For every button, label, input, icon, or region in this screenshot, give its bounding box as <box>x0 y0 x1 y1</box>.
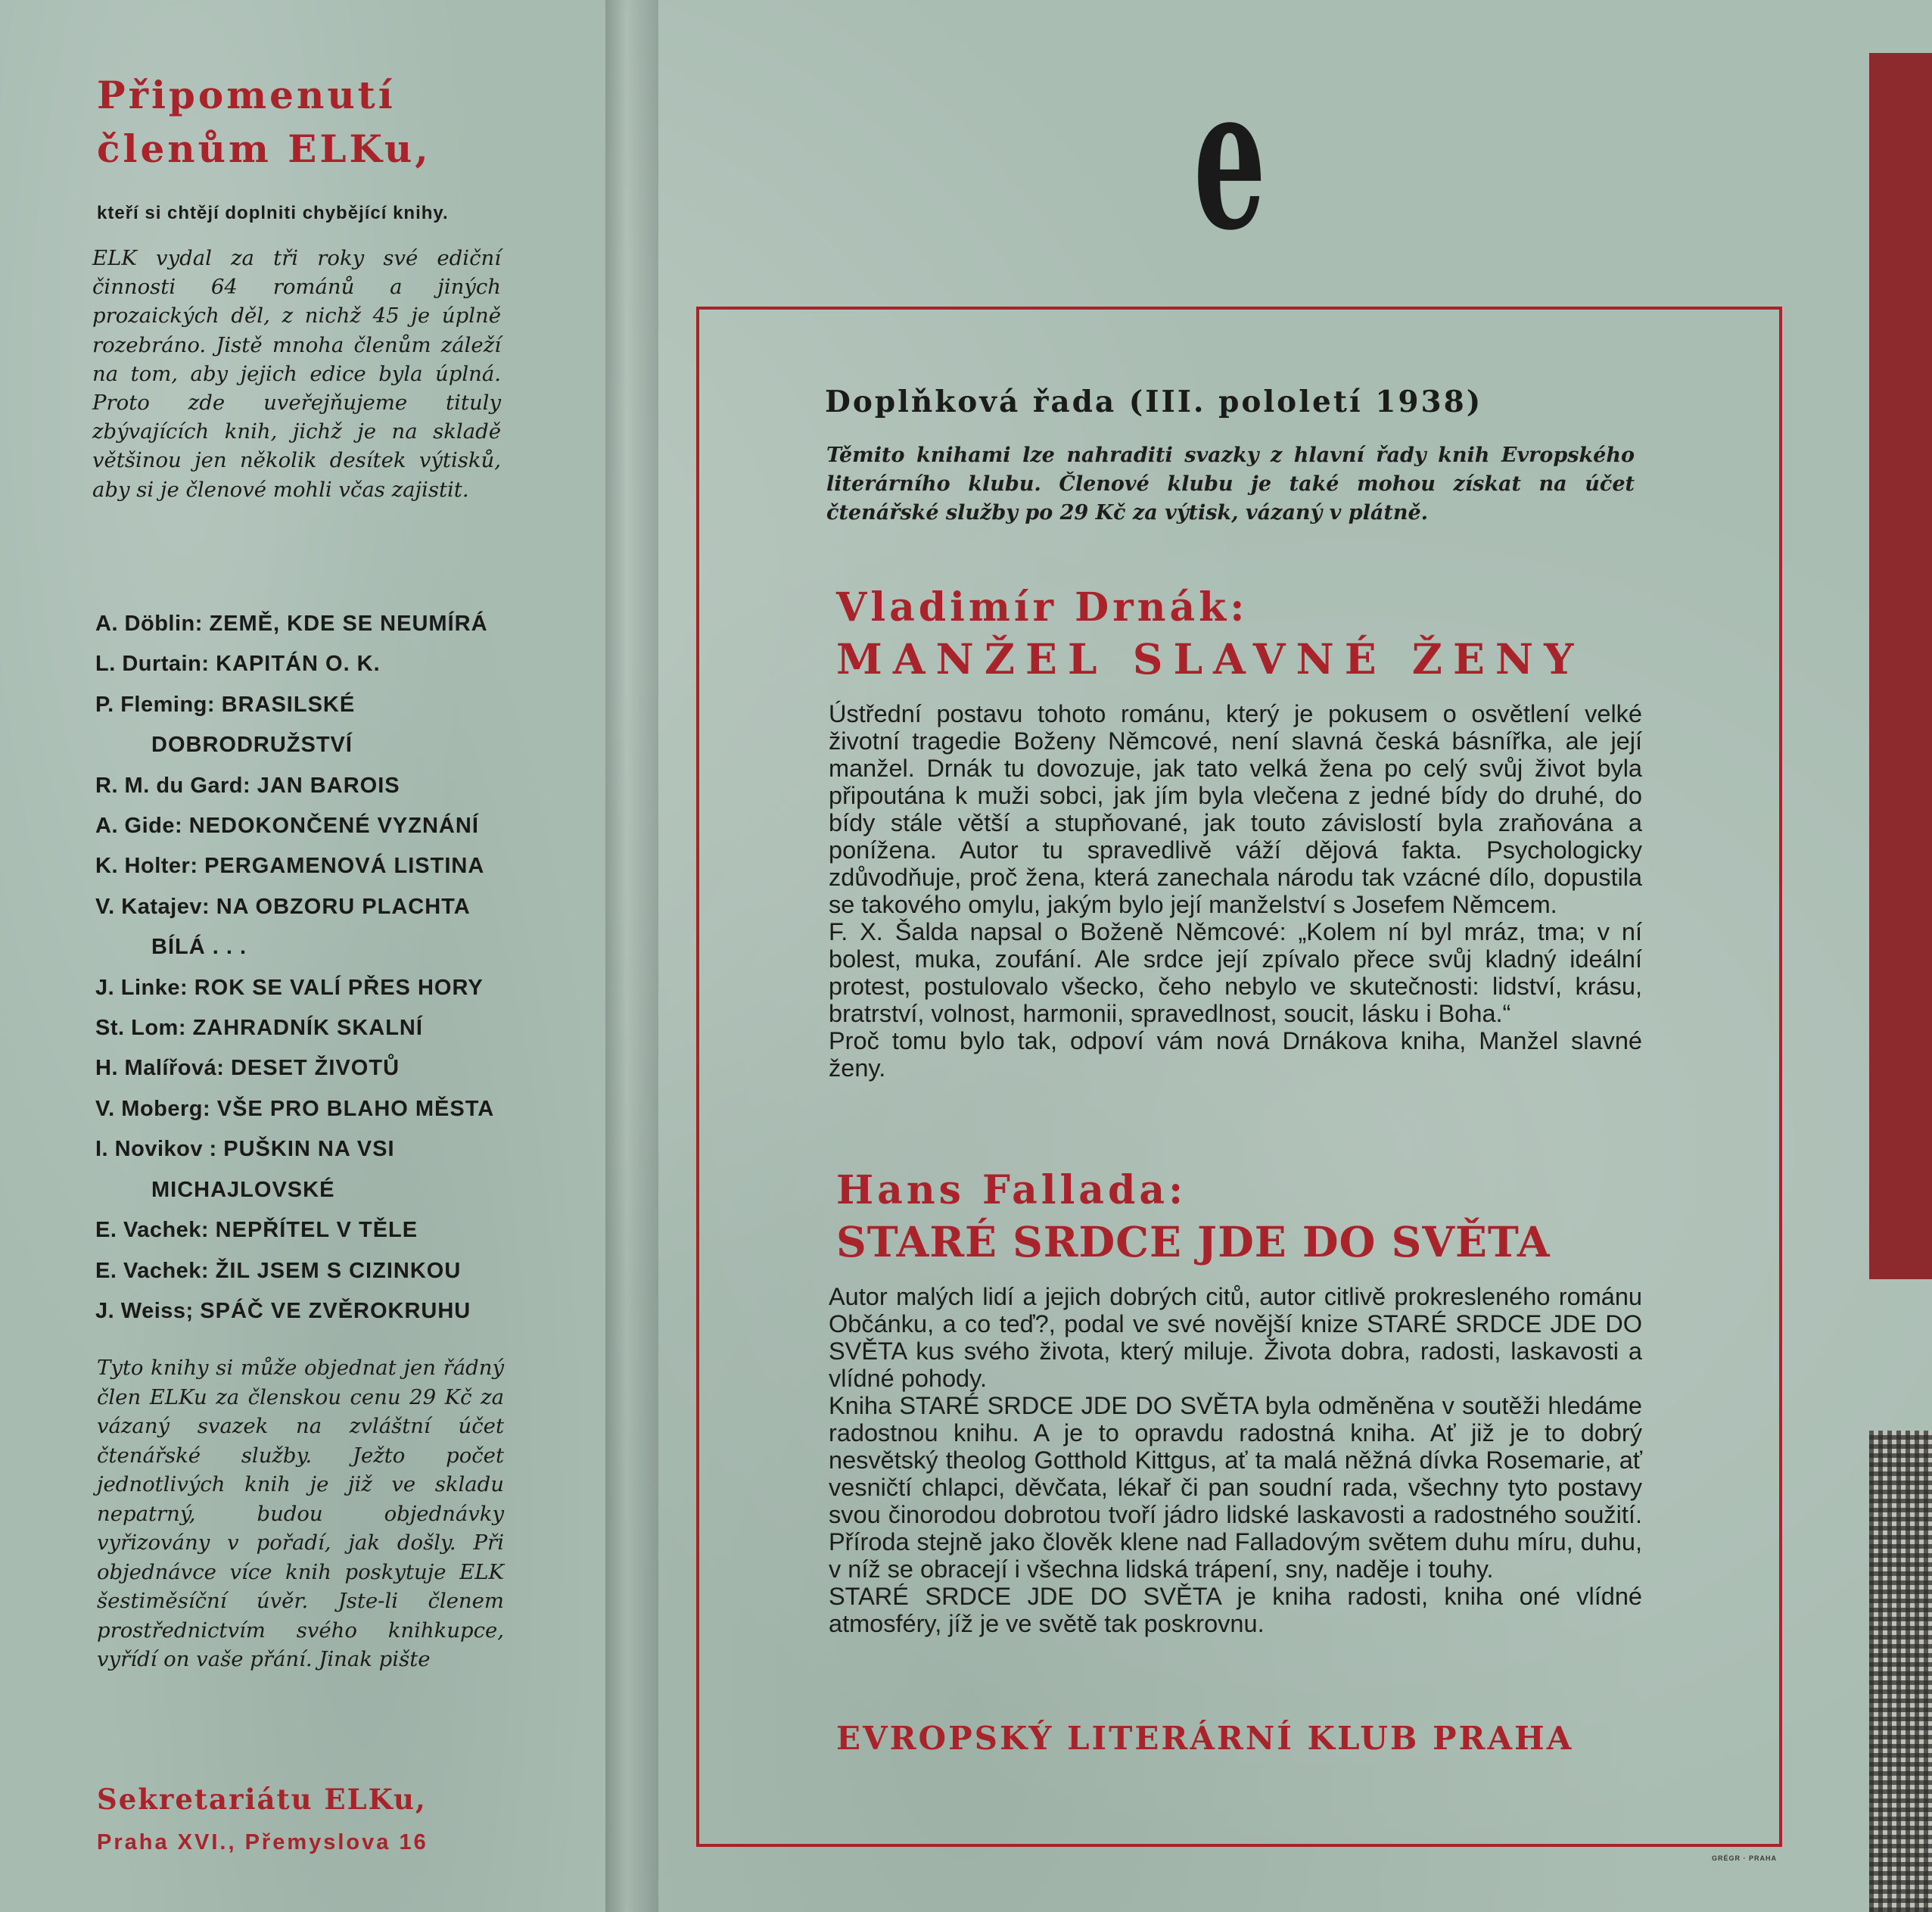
book-title: ZAHRADNÍK SKALNÍ <box>192 1016 423 1041</box>
book-title: NEPŘÍTEL V TĚLE <box>215 1218 418 1243</box>
book-list-item <box>95 1129 508 1210</box>
book-list-item <box>95 1210 508 1250</box>
order-instructions: Tyto knihy si může objednat jen řádný člen ELKu za členskou cenu 29 Kč za vázaný svazek na zvláštní účet čtenářské služby. Ježto počet jednotlivých knih je již ve skladu nepatrný, budou objednávky vyřizovány v pořadí, jak došly. Při objednávce více knih poskytuje ELK šestiměsíční úvěr. Jste-li členem prostřednictvím svého knihkupce, vyřídí on vaše přání. Jinak pište <box>97 1356 504 1671</box>
series-title: Doplňková řada (III. pololetí 1938) <box>825 385 1483 419</box>
book1-author: Vladimír Drnák: <box>836 584 1249 631</box>
book-author: K. Holter: <box>95 854 198 879</box>
book-author: J. Weiss; <box>95 1298 194 1323</box>
book2-paragraph: STARÉ SRDCE JDE DO SVĚTA je kniha radosti, kniha oné vlídné atmosféry, jíž je ve světě tak poskrovnu. <box>829 1583 1642 1637</box>
book-author: V. Katajev: <box>95 894 210 919</box>
book-author: A. Döblin: <box>95 612 203 636</box>
flap-heading-line1: Připomenutí <box>97 73 396 117</box>
book-author: J. Linke: <box>95 975 188 1000</box>
spine-strip <box>1869 53 1932 1279</box>
book-author: A. Gide: <box>95 814 183 839</box>
publisher-name: EVROPSKÝ LITERÁRNÍ KLUB PRAHA <box>836 1720 1574 1757</box>
book-list-item <box>95 685 508 766</box>
book-list-item <box>95 887 508 968</box>
book-list-item <box>95 806 508 846</box>
flap-heading-line2: členům ELKu, <box>97 126 431 171</box>
secretariat-address: Praha XVI., Přemyslova 16 <box>97 1830 428 1854</box>
book-title: PUŠKIN NA VSI MICHAJLOVSKÉ <box>151 1137 395 1202</box>
book2-author: Hans Fallada: <box>836 1167 1187 1213</box>
book-list-item <box>95 1291 508 1331</box>
logo-letter: e <box>1193 43 1266 274</box>
flap-subheading: kteří si chtějí doplniti chybějící knihy. <box>97 203 449 223</box>
fold-crease <box>605 0 658 1912</box>
book-title: ROK SE VALÍ PŘES HORY <box>194 975 484 1000</box>
book-author: E. Vachek: <box>95 1218 210 1243</box>
book-title: ZEMĚ, KDE SE NEUMÍRÁ <box>209 612 488 636</box>
book2-title: STARÉ SRDCE JDE DO SVĚTA <box>836 1217 1551 1266</box>
book-list-item <box>95 1251 508 1291</box>
book-title: JAN BAROIS <box>257 773 400 798</box>
book1-description <box>829 700 1642 1082</box>
spine-halftone <box>1869 1431 1932 1912</box>
printer-mark: GRÉGR · PRAHA <box>1712 1854 1778 1862</box>
book-author: E. Vachek: <box>95 1258 210 1283</box>
book-author: St. Lom: <box>95 1016 186 1041</box>
book1-title: MANŽEL SLAVNÉ ŽENY <box>836 634 1585 684</box>
book-list-item <box>95 968 508 1008</box>
flap-intro-text: ELK vydal za tři roky své ediční činnosti 64 románů a jiných prozaických děl, z nichž 45 je úplně rozebráno. Jistě mnoha členům záleží na tom, aby jejich edice byla úplná. Proto zde uveřejňujeme tituly zbývajících knih, jichž je na skladě většinou jen několik desítek výtisků, aby si je členové mohli včas zajistit. <box>92 246 501 502</box>
book-author: L. Durtain: <box>95 652 210 677</box>
book1-paragraph: F. X. Šalda napsal o Boženě Němcové: „Kolem ní byl mráz, tma; v ní bolest, muka, zoufání. Ale srdce její zpívalo přece svůj kladný ideální protest, postulovalo všecko, čeho nebylo ve skutečnosti: lidství, krásu, bratrství, volnost, harmonii, spravedlnost, soucit, lásku i Boha.“ <box>829 918 1642 1027</box>
book-author: R. M. du Gard: <box>95 773 251 798</box>
book-author: V. Moberg: <box>95 1096 211 1121</box>
book-list-item <box>95 1089 508 1129</box>
book-title: VŠE PRO BLAHO MĚSTA <box>216 1096 495 1121</box>
book2-paragraph: Kniha STARÉ SRDCE JDE DO SVĚTA byla odměněna v soutěži hledáme radostnou knihu. A je to opravdu radostná kniha. Ať již je to dobrý nesvětský theolog Gotthold Kittgus, ať ta malá něžná dívka Rosemarie, ať vesničtí chlapci, děvčata, lékař či pan soudní rada, všechny tyto postavy svou činorodou dobrotou tvoří jádro lidské laskavosti a radostného soužití. Příroda stejně jako člověk klene nad Falladovým světem duhu míru, duhu, v níž se obracejí i všechna lidská trápení, sny, naděje i touhy. <box>829 1392 1642 1583</box>
book-author: P. Fleming: <box>95 692 216 717</box>
secretariat-label: Sekretariátu ELKu, <box>97 1783 427 1816</box>
book-title: DESET ŽIVOTŮ <box>230 1056 400 1081</box>
book-title: PERGAMENOVÁ LISTINA <box>204 854 485 879</box>
book-title: SPÁČ VE ZVĚROKRUHU <box>200 1298 471 1323</box>
series-description: Těmito knihami lze nahraditi svazky z hlavní řady knih Evropského literárního klubu. Členové klubu je také mohou získat na účet čtenářské služby po 29 Kč za výtisk, vázaný v plátně. <box>826 444 1635 525</box>
book-author: H. Malířová: <box>95 1056 225 1081</box>
book-title: KAPITÁN O. K. <box>216 652 381 677</box>
book-list-item <box>95 846 508 886</box>
elk-e-logo <box>1192 43 1268 274</box>
book-author: I. Novikov : <box>95 1137 217 1162</box>
book1-paragraph: Ústřední postavu tohoto románu, který je pokusem o osvětlení velké životní tragedie Boženy Němcové, není slavná česká básnířka, ale její manžel. Drnák tu dovozuje, jak tato velká žena po celý svůj život byla připoutána k muži sobci, jak jím byla vlečena z jedné bídy do druhé, do bídy stále větší a stupňované, jak touto závislostí byla zraňována a ponížena. Autor tu spravedlivě váží dějová fakta. Psychologicky zdůvodňuje, proč žena, která zanechala národu tak vzácné dílo, dopustila se takového omylu, jakým bylo její manželství s Josefem Němcem. <box>829 700 1642 918</box>
available-books-list <box>95 604 508 1331</box>
book-title: NEDOKONČENÉ VYZNÁNÍ <box>188 814 479 839</box>
book-list-item <box>95 604 508 644</box>
book2-paragraph: Autor malých lidí a jejich dobrých citů, autor citlivě prokresleného románu Občánku, a co teď?, podal ve své novější knize STARÉ SRDCE JDE DO SVĚTA kus svého života, který miluje. Života dobra, radosti, laskavosti a vlídné pohody. <box>829 1283 1642 1392</box>
book-list-item <box>95 1008 508 1048</box>
book-list-item <box>95 644 508 684</box>
book-list-item <box>95 766 508 806</box>
book-title: NA OBZORU PLACHTA BÍLÁ . . . <box>151 894 470 960</box>
book-list-item <box>95 1048 508 1088</box>
book-title: ŽIL JSEM S CIZINKOU <box>215 1258 462 1283</box>
book1-paragraph: Proč tomu bylo tak, odpoví vám nová Drnákova kniha, Manžel slavné ženy. <box>829 1027 1642 1082</box>
book-title: BRASILSKÉ DOBRODRUŽSTVÍ <box>151 692 356 758</box>
book2-description <box>829 1283 1642 1637</box>
